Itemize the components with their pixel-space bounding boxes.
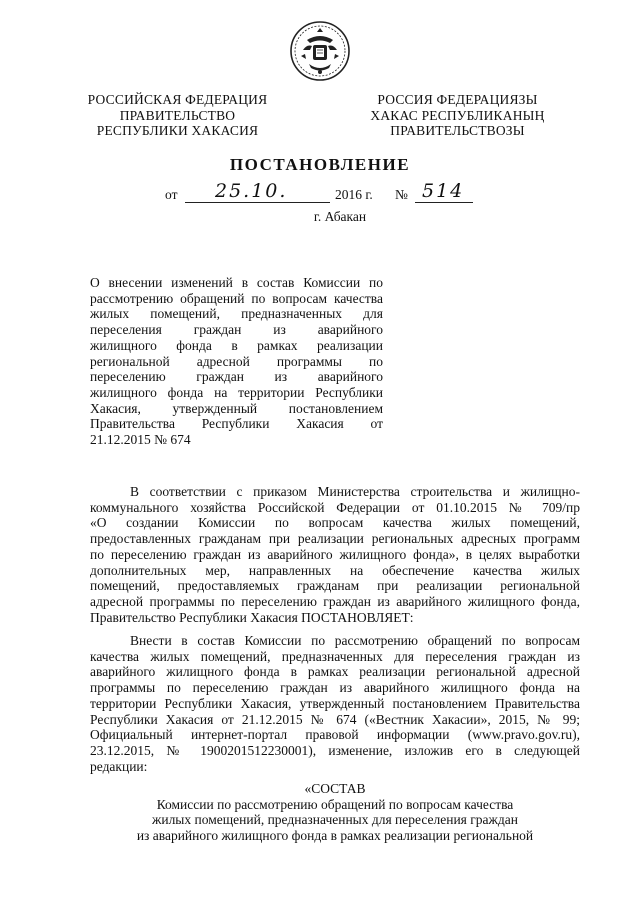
paragraph-line: коммунального хозяйства Российской Федерации от 01.10.2015 № 709/пр <box>90 499 580 515</box>
sostav-line: Комиссии по рассмотрению обращений по вопросам качества <box>156 796 514 812</box>
subject-line: Правительства Республики Хакасия от <box>90 416 383 432</box>
header-left-line: ПРАВИТЕЛЬСТВО <box>119 107 236 123</box>
subject-block <box>90 275 383 448</box>
subject-line: Хакасия, утвержденный постановлением <box>90 400 383 416</box>
date-prefix: от <box>165 187 178 202</box>
paragraph-preamble <box>90 484 580 625</box>
paragraph-line: редакции: <box>90 758 148 774</box>
header-right-khakas <box>365 92 550 139</box>
paragraph-line: «О создании Комиссии по вопросам качества жилых помещений, <box>90 515 580 531</box>
sostav-block <box>90 781 580 844</box>
handwritten-date: 25.10. <box>215 180 288 202</box>
sostav-heading: «СОСТАВ <box>304 781 366 796</box>
paragraph-line: дополнительных мер, направленных на обеспечение качества жилых <box>90 562 580 578</box>
header-right-line: ПРАВИТЕЛЬСТВОЗЫ <box>390 123 525 138</box>
number-underline <box>415 202 473 203</box>
date-year: 2016 г. <box>335 187 373 202</box>
subject-line: жилых помещений, предназначенных для <box>90 306 383 322</box>
paragraph-line: предоставленных гражданам при реализации региональных адресных программ <box>90 531 580 547</box>
subject-line: жилищного фонда на территории Республики <box>90 384 383 400</box>
header-left-line: РОССИЙСКАЯ ФЕДЕРАЦИЯ <box>87 92 268 107</box>
paragraph-line: территории Республики Хакасия, утвержденный постановлением Правительства <box>90 695 580 711</box>
handwritten-number: 514 <box>422 180 465 202</box>
paragraph-resolution <box>90 633 580 774</box>
paragraph-line: качества жилых помещений, предназначенных для переселения граждан из <box>90 648 580 664</box>
subject-line: жилищного фонда в рамках реализации <box>90 337 383 353</box>
sostav-line: из аварийного жилищного фонда в рамках реализации региональной <box>136 828 534 844</box>
paragraph-line: Правительство Республики Хакасия ПОСТАНОВЛЯЕТ: <box>90 609 414 625</box>
subject-line: переселению граждан из аварийного <box>90 369 383 385</box>
subject-line: 21.12.2015 № 674 <box>90 432 191 448</box>
paragraph-line: Официальный интернет-портал правовой информации (www.pravo.gov.ru), <box>90 727 580 743</box>
document-title: ПОСТАНОВЛЕНИЕ <box>229 155 411 174</box>
paragraph-line: программы по переселению граждан из аварийного жилищного фонда на <box>90 680 580 696</box>
number-sign: № <box>395 187 408 202</box>
header-left-line: РЕСПУБЛИКИ ХАКАСИЯ <box>96 123 259 138</box>
date-underline <box>185 202 330 203</box>
paragraph-line: 23.12.2015, № 1900201512230001), изменение, изложив его в следующей <box>90 742 580 758</box>
subject-line: региональной адресной программы по <box>90 353 383 369</box>
paragraph-line: Республики Хакасия от 21.12.2015 № 674 («Вестник Хакасии», 2015, № 99; <box>90 711 580 727</box>
subject-line: О внесении изменений в состав Комиссии по <box>90 275 383 290</box>
city: г. Абакан <box>313 209 367 224</box>
header-right-line: ХАКАС РЕСПУБЛИКАНЫҢ <box>370 107 545 123</box>
paragraph-line: Внести в состав Комиссии по рассмотрению обращений по вопросам <box>130 633 580 648</box>
paragraph-line: помещений, предоставляемых гражданам при реализации региональной <box>90 578 580 594</box>
header-right-line: РОССИЯ ФЕДЕРАЦИЯЗЫ <box>377 92 538 107</box>
sostav-line: жилых помещений, предназначенных для переселения граждан <box>152 812 518 828</box>
subject-line: переселения граждан из аварийного <box>90 322 383 338</box>
coat-of-arms-seal <box>289 20 351 82</box>
paragraph-line: аварийного жилищного фонда в рамках реализации региональной адресной <box>90 664 580 680</box>
paragraph-line: адресной программы по переселению граждан из аварийного жилищного фонда, <box>90 593 580 609</box>
subject-line: рассмотрению обращений по вопросам качества <box>90 290 383 306</box>
paragraph-line: В соответствии с приказом Министерства строительства и жилищно- <box>130 484 580 499</box>
paragraph-line: по переселению граждан из аварийного жилищного фонда», в целях выработки <box>90 546 580 562</box>
header-left-ru <box>85 92 270 139</box>
